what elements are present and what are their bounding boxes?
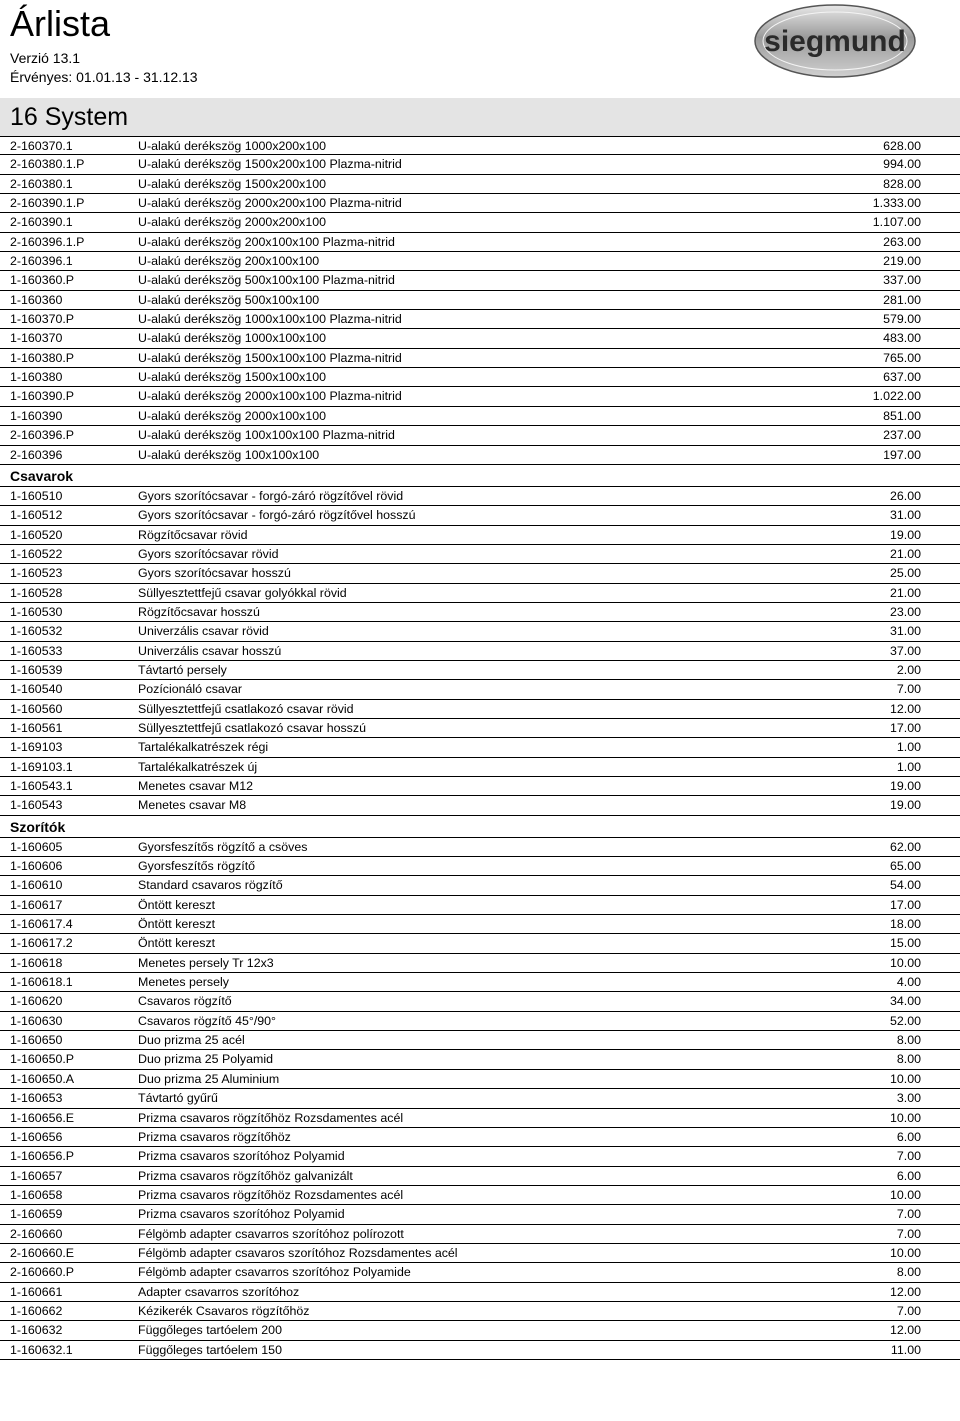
item-description: U-alakú derékszög 2000x200x100 Plazma-nitrid bbox=[138, 196, 402, 211]
validity-label: Érvényes: 01.01.13 - 31.12.13 bbox=[10, 69, 198, 85]
item-description: Öntött kereszt bbox=[138, 897, 216, 912]
item-price: 828.00 bbox=[883, 176, 921, 191]
item-price: 26.00 bbox=[889, 488, 921, 503]
table-row bbox=[0, 738, 960, 757]
item-price: 25.00 bbox=[889, 566, 921, 581]
item-price: 483.00 bbox=[883, 331, 921, 346]
item-description: Menetes persely bbox=[138, 975, 229, 990]
item-price: 7.00 bbox=[896, 1207, 921, 1222]
version-label: Verzió 13.1 bbox=[10, 50, 81, 66]
item-price: 12.00 bbox=[889, 1323, 921, 1338]
table-row bbox=[0, 194, 960, 213]
table-row bbox=[0, 973, 960, 992]
siegmund-logo bbox=[754, 4, 916, 78]
item-code: 2-160660.P bbox=[10, 1265, 75, 1280]
item-price: 23.00 bbox=[889, 604, 921, 619]
table-row bbox=[0, 954, 960, 973]
table-row bbox=[0, 329, 960, 348]
item-description: Menetes csavar M12 bbox=[138, 779, 254, 793]
item-price: 10.00 bbox=[889, 955, 921, 970]
item-description: Függőleges tartóelem 200 bbox=[138, 1323, 282, 1338]
table-row bbox=[0, 876, 960, 895]
item-price: 4.00 bbox=[896, 975, 921, 990]
item-code: 1-160632.1 bbox=[10, 1342, 73, 1357]
price-list bbox=[0, 136, 960, 1360]
item-price: 12.00 bbox=[889, 701, 921, 716]
item-description: U-alakú derékszög 100x100x100 bbox=[138, 447, 320, 462]
item-description: Csavaros rögzítő 45°/90° bbox=[138, 1013, 277, 1028]
item-code: 1-160656.E bbox=[10, 1110, 75, 1125]
item-price: 1.333.00 bbox=[872, 196, 921, 211]
item-description: Pozícionáló csavar bbox=[138, 682, 242, 697]
item-description: U-alakú derékszög 1500x200x100 Plazma-nitrid bbox=[138, 157, 402, 172]
table-row bbox=[0, 584, 960, 603]
item-code: 2-160380.1.P bbox=[10, 157, 85, 172]
item-price: 54.00 bbox=[889, 878, 921, 893]
item-price: 52.00 bbox=[889, 1013, 921, 1028]
table-row bbox=[0, 603, 960, 622]
item-price: 8.00 bbox=[896, 1052, 921, 1067]
item-code: 1-160617.2 bbox=[10, 936, 73, 951]
item-price: 337.00 bbox=[883, 273, 921, 288]
item-code: 2-160370.1 bbox=[10, 139, 73, 153]
table-row bbox=[0, 487, 960, 506]
item-description: Süllyesztettfejű csavar golyókkal rövid bbox=[138, 585, 347, 600]
item-price: 1.022.00 bbox=[872, 389, 921, 404]
category-title: Szorítók bbox=[10, 818, 66, 835]
item-code: 1-169103.1 bbox=[10, 759, 73, 774]
table-row bbox=[0, 545, 960, 564]
item-price: 7.00 bbox=[896, 682, 921, 697]
item-description: U-alakú derékszög 500x100x100 bbox=[138, 292, 320, 307]
item-code: 1-160653 bbox=[10, 1091, 63, 1106]
logo-text: siegmund bbox=[764, 25, 906, 58]
table-row bbox=[0, 838, 960, 857]
item-price: 579.00 bbox=[883, 312, 921, 327]
item-price: 237.00 bbox=[883, 428, 921, 443]
item-price: 17.00 bbox=[889, 897, 921, 912]
item-price: 1.00 bbox=[896, 759, 921, 774]
item-price: 18.00 bbox=[889, 917, 921, 932]
table-row bbox=[0, 796, 960, 815]
item-price: 31.00 bbox=[889, 508, 921, 523]
item-code: 1-160528 bbox=[10, 585, 63, 600]
table-row bbox=[0, 1050, 960, 1069]
item-price: 1.107.00 bbox=[872, 215, 921, 230]
item-price: 628.00 bbox=[883, 139, 921, 153]
item-code: 1-160632 bbox=[10, 1323, 63, 1338]
item-description: Távtartó gyűrű bbox=[138, 1091, 218, 1106]
item-description: Duo prizma 25 acél bbox=[138, 1033, 245, 1048]
item-code: 1-160630 bbox=[10, 1013, 63, 1028]
item-price: 10.00 bbox=[889, 1110, 921, 1125]
table-row bbox=[0, 1186, 960, 1205]
item-code: 1-160360 bbox=[10, 292, 63, 307]
item-description: U-alakú derékszög 1000x100x100 bbox=[138, 331, 327, 346]
table-row bbox=[0, 291, 960, 310]
item-price: 21.00 bbox=[889, 546, 921, 561]
item-price: 851.00 bbox=[883, 408, 921, 423]
item-code: 1-160658 bbox=[10, 1187, 63, 1202]
item-code: 1-160380 bbox=[10, 370, 63, 385]
item-description: Kézikerék Csavaros rögzítőhöz bbox=[138, 1303, 310, 1318]
item-code: 1-160360.P bbox=[10, 273, 75, 288]
item-price: 34.00 bbox=[889, 994, 921, 1009]
item-code: 1-160512 bbox=[10, 508, 63, 523]
item-description: U-alakú derékszög 1500x100x100 bbox=[138, 370, 327, 385]
item-price: 263.00 bbox=[883, 234, 921, 249]
item-description: Standard csavaros rögzítő bbox=[138, 878, 283, 893]
category-heading bbox=[0, 816, 960, 838]
item-description: Gyors szorítócsavar hosszú bbox=[138, 566, 291, 581]
item-description: Gyorsfeszítős rögzítő a csöves bbox=[138, 839, 308, 854]
item-code: 1-160370 bbox=[10, 331, 63, 346]
item-description: Félgömb adapter csavaros szorítóhoz Rozsdamentes acél bbox=[138, 1245, 458, 1260]
item-description: Gyorsfeszítős rögzítő bbox=[138, 859, 256, 874]
item-code: 1-160650.P bbox=[10, 1052, 75, 1067]
table-row bbox=[0, 1263, 960, 1282]
table-row bbox=[0, 1147, 960, 1166]
item-description: Prizma csavaros szorítóhoz Polyamid bbox=[138, 1149, 345, 1164]
table-row bbox=[0, 136, 960, 155]
item-price: 19.00 bbox=[889, 527, 921, 542]
item-code: 2-160660.E bbox=[10, 1245, 75, 1260]
item-price: 7.00 bbox=[896, 1149, 921, 1164]
item-code: 2-160390.1 bbox=[10, 215, 73, 230]
item-code: 1-160520 bbox=[10, 527, 63, 542]
item-code: 1-160540 bbox=[10, 682, 63, 697]
item-description: Félgömb adapter csavarros szorítóhoz Polyamide bbox=[138, 1265, 411, 1280]
table-row bbox=[0, 1167, 960, 1186]
table-row bbox=[0, 349, 960, 368]
item-price: 994.00 bbox=[883, 157, 921, 172]
table-row bbox=[0, 1089, 960, 1108]
item-code: 1-160620 bbox=[10, 994, 63, 1009]
item-price: 31.00 bbox=[889, 624, 921, 639]
item-price: 10.00 bbox=[889, 1187, 921, 1202]
item-code: 1-160523 bbox=[10, 566, 63, 581]
item-price: 21.00 bbox=[889, 585, 921, 600]
item-price: 8.00 bbox=[896, 1033, 921, 1048]
item-description: Félgömb adapter csavarros szorítóhoz polírozott bbox=[138, 1226, 404, 1241]
item-code: 1-160661 bbox=[10, 1284, 63, 1299]
table-row bbox=[0, 1225, 960, 1244]
item-code: 1-160659 bbox=[10, 1207, 63, 1222]
table-row bbox=[0, 857, 960, 876]
item-code: 1-160618 bbox=[10, 955, 63, 970]
item-code: 1-160657 bbox=[10, 1168, 63, 1183]
item-price: 11.00 bbox=[890, 1342, 921, 1357]
item-description: U-alakú derékszög 500x100x100 Plazma-nitrid bbox=[138, 273, 395, 288]
item-price: 219.00 bbox=[883, 254, 921, 269]
item-price: 6.00 bbox=[896, 1129, 921, 1144]
table-row bbox=[0, 622, 960, 641]
table-row bbox=[0, 310, 960, 329]
item-code: 1-160390.P bbox=[10, 389, 75, 404]
table-row bbox=[0, 642, 960, 661]
item-description: Duo prizma 25 Aluminium bbox=[138, 1071, 280, 1086]
table-row bbox=[0, 233, 960, 252]
table-row bbox=[0, 661, 960, 680]
section-band bbox=[0, 98, 960, 136]
table-row bbox=[0, 1070, 960, 1089]
item-description: Univerzális csavar hosszú bbox=[138, 643, 282, 658]
item-description: Duo prizma 25 Polyamid bbox=[138, 1052, 273, 1067]
table-row bbox=[0, 1205, 960, 1224]
item-code: 1-160543 bbox=[10, 798, 63, 813]
item-code: 2-160396 bbox=[10, 447, 63, 462]
item-description: Gyors szorítócsavar rövid bbox=[138, 546, 279, 561]
item-description: Menetes persely Tr 12x3 bbox=[138, 955, 274, 970]
item-description: Univerzális csavar rövid bbox=[138, 624, 269, 639]
item-code: 1-160650 bbox=[10, 1033, 63, 1048]
table-row bbox=[0, 1283, 960, 1302]
section-title: 16 System bbox=[10, 103, 129, 131]
item-description: Prizma csavaros rögzítőhöz bbox=[138, 1129, 291, 1144]
item-code: 2-160660 bbox=[10, 1226, 63, 1241]
table-row bbox=[0, 155, 960, 174]
item-description: Prizma csavaros rögzítőhöz Rozsdamentes acél bbox=[138, 1187, 404, 1202]
item-description: U-alakú derékszög 1500x200x100 bbox=[138, 176, 327, 191]
table-row bbox=[0, 564, 960, 583]
item-code: 1-160533 bbox=[10, 643, 63, 658]
item-description: Távtartó persely bbox=[138, 662, 227, 677]
item-code: 2-160396.1.P bbox=[10, 234, 85, 249]
table-row bbox=[0, 777, 960, 796]
item-code: 1-160617 bbox=[10, 897, 63, 912]
table-row bbox=[0, 719, 960, 738]
item-price: 3.00 bbox=[896, 1091, 921, 1106]
table-row bbox=[0, 506, 960, 525]
item-code: 2-160390.1.P bbox=[10, 196, 85, 211]
item-code: 1-160605 bbox=[10, 839, 63, 854]
category-heading bbox=[0, 465, 960, 487]
table-row bbox=[0, 175, 960, 194]
item-code: 1-160370.P bbox=[10, 312, 75, 327]
item-description: U-alakú derékszög 100x100x100 Plazma-nitrid bbox=[138, 428, 395, 443]
item-price: 19.00 bbox=[889, 798, 921, 813]
table-row bbox=[0, 446, 960, 465]
item-price: 765.00 bbox=[883, 350, 921, 365]
table-row bbox=[0, 1321, 960, 1340]
item-price: 19.00 bbox=[889, 779, 921, 793]
item-description: Prizma csavaros rögzítőhöz galvanizált bbox=[138, 1168, 353, 1183]
item-description: Menetes csavar M8 bbox=[138, 798, 247, 813]
item-description: Csavaros rögzítő bbox=[138, 994, 232, 1009]
table-row bbox=[0, 934, 960, 953]
table-row bbox=[0, 700, 960, 719]
item-description: U-alakú derékszög 2000x100x100 bbox=[138, 408, 327, 423]
category-title: Csavarok bbox=[10, 467, 74, 484]
table-row bbox=[0, 368, 960, 387]
item-code: 2-160396.1 bbox=[10, 254, 73, 269]
item-code: 1-160561 bbox=[10, 720, 63, 735]
table-row bbox=[0, 387, 960, 406]
item-code: 1-160656 bbox=[10, 1129, 63, 1144]
table-row bbox=[0, 1031, 960, 1050]
item-description: Gyors szorítócsavar - forgó-záró rögzítővel hosszú bbox=[138, 508, 416, 523]
item-price: 2.00 bbox=[896, 662, 921, 677]
item-description: Rögzítőcsavar rövid bbox=[138, 527, 248, 542]
item-price: 281.00 bbox=[883, 292, 921, 307]
item-code: 1-160543.1 bbox=[10, 779, 73, 793]
table-row bbox=[0, 758, 960, 777]
item-code: 1-160390 bbox=[10, 408, 63, 423]
table-row bbox=[0, 1012, 960, 1031]
item-description: U-alakú derékszög 1500x100x100 Plazma-nitrid bbox=[138, 350, 402, 365]
item-description: Rögzítőcsavar hosszú bbox=[138, 604, 260, 619]
item-price: 12.00 bbox=[889, 1284, 921, 1299]
item-code: 1-160522 bbox=[10, 546, 63, 561]
item-price: 8.00 bbox=[896, 1265, 921, 1280]
item-description: Öntött kereszt bbox=[138, 917, 216, 932]
table-row bbox=[0, 1109, 960, 1128]
table-row bbox=[0, 252, 960, 271]
item-price: 637.00 bbox=[883, 370, 921, 385]
item-code: 1-160606 bbox=[10, 859, 63, 874]
item-price: 197.00 bbox=[883, 447, 921, 462]
item-code: 1-169103 bbox=[10, 740, 63, 755]
item-code: 1-160532 bbox=[10, 624, 63, 639]
table-row bbox=[0, 896, 960, 915]
page-title: Árlista bbox=[10, 3, 111, 44]
item-code: 1-160539 bbox=[10, 662, 63, 677]
item-code: 1-160510 bbox=[10, 488, 63, 503]
item-description: Tartalékalkatrészek régi bbox=[138, 740, 269, 755]
item-code: 1-160380.P bbox=[10, 350, 75, 365]
item-code: 1-160618.1 bbox=[10, 975, 73, 990]
item-price: 10.00 bbox=[889, 1245, 921, 1260]
item-price: 6.00 bbox=[896, 1168, 921, 1183]
item-code: 1-160656.P bbox=[10, 1149, 75, 1164]
item-code: 2-160396.P bbox=[10, 428, 75, 443]
item-code: 2-160380.1 bbox=[10, 176, 73, 191]
item-code: 1-160650.A bbox=[10, 1071, 75, 1086]
table-row bbox=[0, 992, 960, 1011]
item-code: 1-160610 bbox=[10, 878, 63, 893]
item-description: U-alakú derékszög 200x100x100 Plazma-nitrid bbox=[138, 234, 395, 249]
item-price: 15.00 bbox=[889, 936, 921, 951]
item-description: Süllyesztettfejű csatlakozó csavar hosszú bbox=[138, 720, 366, 735]
item-description: Gyors szorítócsavar - forgó-záró rögzítővel rövid bbox=[138, 488, 404, 503]
table-row bbox=[0, 426, 960, 445]
item-description: Öntött kereszt bbox=[138, 936, 216, 951]
table-row bbox=[0, 1302, 960, 1321]
item-description: Süllyesztettfejű csatlakozó csavar rövid bbox=[138, 701, 354, 716]
item-description: U-alakú derékszög 2000x200x100 bbox=[138, 215, 327, 230]
table-row bbox=[0, 915, 960, 934]
item-description: Adapter csavarros szorítóhoz bbox=[138, 1284, 300, 1299]
item-price: 1.00 bbox=[896, 740, 921, 755]
table-row bbox=[0, 1341, 960, 1360]
item-description: U-alakú derékszög 1000x100x100 Plazma-nitrid bbox=[138, 312, 402, 327]
item-description: Függőleges tartóelem 150 bbox=[138, 1342, 282, 1357]
table-row bbox=[0, 526, 960, 545]
table-row bbox=[0, 1244, 960, 1263]
item-description: Prizma csavaros szorítóhoz Polyamid bbox=[138, 1207, 345, 1222]
item-price: 62.00 bbox=[889, 839, 921, 854]
item-code: 1-160560 bbox=[10, 701, 63, 716]
item-description: Prizma csavaros rögzítőhöz Rozsdamentes acél bbox=[138, 1110, 404, 1125]
item-price: 37.00 bbox=[889, 643, 921, 658]
item-description: Tartalékalkatrészek új bbox=[138, 759, 258, 774]
item-price: 7.00 bbox=[896, 1226, 921, 1241]
item-price: 65.00 bbox=[889, 859, 921, 874]
item-price: 10.00 bbox=[889, 1071, 921, 1086]
item-code: 1-160617.4 bbox=[10, 917, 73, 932]
table-row bbox=[0, 271, 960, 290]
item-code: 1-160662 bbox=[10, 1303, 63, 1318]
item-price: 17.00 bbox=[889, 720, 921, 735]
table-row bbox=[0, 407, 960, 426]
table-row bbox=[0, 213, 960, 232]
item-code: 1-160530 bbox=[10, 604, 63, 619]
table-row bbox=[0, 1128, 960, 1147]
item-price: 7.00 bbox=[896, 1303, 921, 1318]
table-row bbox=[0, 680, 960, 699]
item-description: U-alakú derékszög 2000x100x100 Plazma-nitrid bbox=[138, 389, 402, 404]
item-description: U-alakú derékszög 200x100x100 bbox=[138, 254, 320, 269]
item-description: U-alakú derékszög 1000x200x100 bbox=[138, 139, 327, 153]
